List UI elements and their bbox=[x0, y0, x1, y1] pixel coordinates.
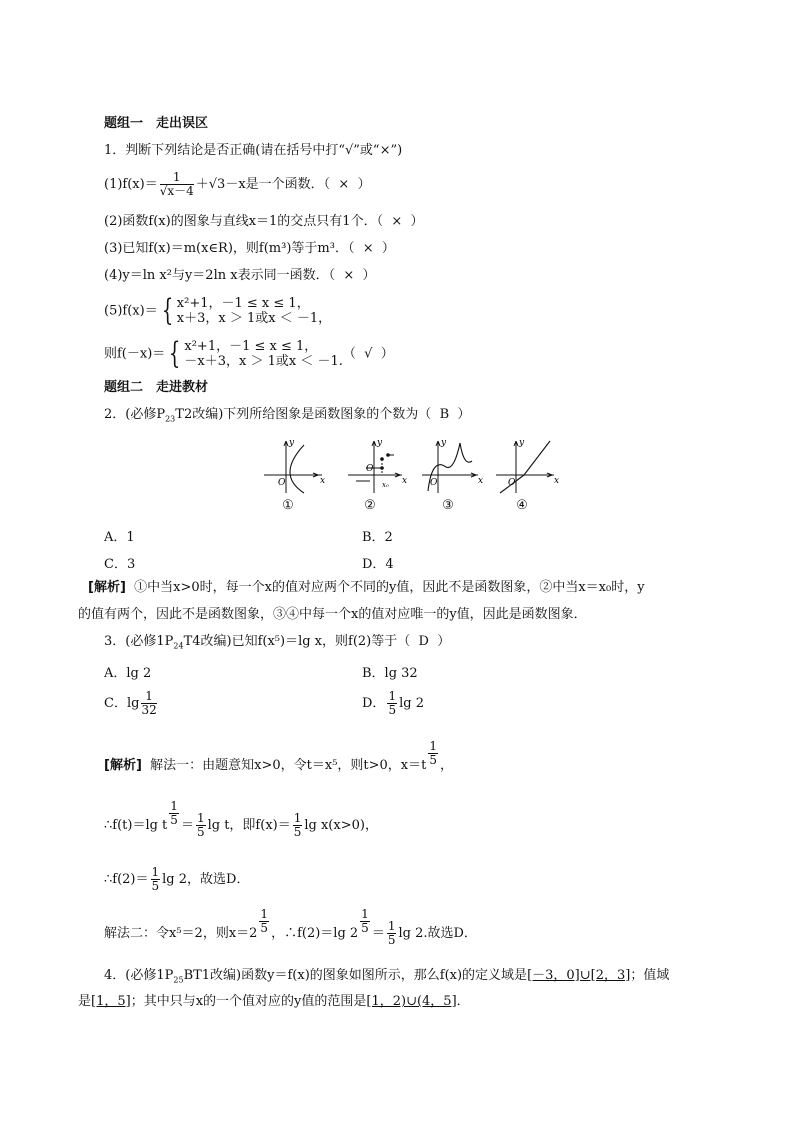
q1-item-2: (2)函数f(x)的图象与直线x＝1的交点只有1个．（ × ） bbox=[104, 214, 424, 229]
q1-item-4: (4)y＝ln x²与y＝2ln x表示同一函数．（ × ） bbox=[104, 268, 376, 283]
origin-label: O bbox=[508, 478, 516, 488]
q3-option-b: B．lg 32 bbox=[362, 666, 418, 681]
graph-label-4: ④ bbox=[516, 498, 528, 513]
answer-mark: × bbox=[362, 241, 374, 256]
q2-analysis-line1: [解析] ①中当x>0时，每一个x的值对应两个不同的y值，因此不是函数图象，②中当x＝x₀时，y bbox=[88, 580, 645, 595]
graph-label-2: ② bbox=[364, 498, 376, 513]
group2-title: 题组二 走进教材 bbox=[104, 380, 209, 395]
x0-label: x₀ bbox=[382, 481, 389, 489]
answer-mark: B bbox=[439, 407, 450, 422]
q4-line2: 是[1，5]；其中只与x的一个值对应的y值的范围是[1，2)∪(4，5]． bbox=[78, 994, 470, 1009]
answer-domain: [－3，0]∪[2，3] bbox=[527, 968, 631, 983]
answer-range: [1，5] bbox=[91, 994, 131, 1009]
q2-option-a: A．1 bbox=[104, 530, 135, 545]
answer-mark: √ bbox=[364, 346, 373, 362]
q4-line1: 4．(必修$1P_{25}BT1$改编)函数y＝f(x)的图象如图所示，那么f(x)的定义域是[－3，0]∪[2，3]；值域 bbox=[104, 968, 670, 985]
axis-x-label: x bbox=[320, 476, 326, 486]
q1-item-6: 则f(－x)＝ { x²+1，－1 ≤ x ≤ 1， －x＋3，x ＞ 1或x ＜ －1. （ √ ） bbox=[104, 336, 394, 371]
piecewise-cases: x²+1，－1 ≤ x ≤ 1， x＋3，x ＞ 1或x ＜ －1， bbox=[176, 296, 332, 326]
q1-item-3: (3)已知f(x)＝m(x∈R)，则f(m³)等于m³．（ × ） bbox=[104, 241, 395, 256]
exponent-fraction: $\frac{1}{5}$ bbox=[429, 739, 438, 767]
q2-option-d: D．4 bbox=[362, 557, 394, 572]
fraction: $\frac{1}{5}$ bbox=[388, 689, 397, 717]
q3-stem: 3．(必修$1P_{24}T4$改编)已知f(x⁵)＝lg x，则f(2)等于（ D ） bbox=[104, 634, 451, 651]
origin-label: O bbox=[366, 464, 374, 474]
graph-3 bbox=[420, 437, 490, 495]
left-brace: { bbox=[169, 336, 181, 371]
graph-4 bbox=[494, 437, 564, 495]
fraction: $\frac{1}{√x-4}$ bbox=[159, 170, 194, 198]
q1-item-1: (1)f(x)＝ $\frac{1}{√x-4}$ ＋√3－x是一个函数．（ × ） bbox=[104, 170, 371, 198]
q3-analysis-method2: 解法二：令x⁵＝2，则x＝2 $\frac{1}{5}$ ，∴f(2)＝lg 2 $\frac{1}{5}$ ＝ $\frac{1}{5}$ lg 2.故选D． bbox=[104, 907, 477, 947]
graph-label-3: ③ bbox=[442, 498, 454, 513]
q3-option-c: C．lg $\frac{1}{32}$ bbox=[104, 689, 157, 717]
origin-label: O bbox=[430, 478, 438, 488]
axis-y-label: y bbox=[289, 438, 295, 448]
graph-label-1: ① bbox=[282, 498, 294, 513]
answer-mark: × bbox=[338, 177, 350, 192]
q1-item-5: (5)f(x)＝ { x²+1，－1 ≤ x ≤ 1， x＋3，x ＞ 1或x ＜ －1， bbox=[104, 293, 332, 328]
q3-analysis-line3: ∴f(2)＝ $\frac{1}{5}$ lg 2，故选D． bbox=[104, 865, 250, 893]
fraction: $\frac{1}{5}$ bbox=[196, 811, 205, 839]
axis-x-label: x bbox=[402, 476, 408, 486]
axis-x-label: x bbox=[478, 476, 484, 486]
q3-analysis-method1: [解析] 解法一：由题意知x>0，令t＝x⁵，则t>0，x＝t $\frac{1}{5}$ ， bbox=[104, 739, 454, 773]
exponent-fraction: $\frac{1}{5}$ bbox=[170, 799, 178, 827]
left-brace: { bbox=[161, 293, 173, 328]
graph-1 bbox=[262, 437, 332, 495]
axis-y-label: y bbox=[441, 438, 447, 448]
fraction: $\frac{1}{5}$ bbox=[387, 919, 396, 947]
axis-x-label: x bbox=[554, 476, 560, 486]
q2-option-c: C．3 bbox=[104, 557, 136, 572]
answer-single-range: [1，2)∪(4，5] bbox=[366, 994, 457, 1009]
exponent-fraction: $\frac{1}{5}$ bbox=[361, 907, 369, 935]
piecewise-cases: x²+1，－1 ≤ x ≤ 1， －x＋3，x ＞ 1或x ＜ －1. bbox=[184, 339, 343, 369]
q3-option-a: A．lg 2 bbox=[104, 666, 152, 681]
q1-stem: 1．判断下列结论是否正确(请在括号中打“√”或“×”) bbox=[104, 143, 403, 158]
answer-mark: × bbox=[343, 268, 355, 283]
q2-option-b: B．2 bbox=[362, 530, 393, 545]
axis-y-label: y bbox=[519, 438, 525, 448]
origin-label: O bbox=[278, 478, 286, 488]
exponent-fraction: $\frac{1}{5}$ bbox=[260, 907, 269, 935]
answer-mark: × bbox=[391, 214, 403, 229]
q3-analysis-line2: ∴f(t)＝lg t $\frac{1}{5}$ ＝ $\frac{1}{5}$ lg t，即f(x)＝ $\frac{1}{5}$ lg x(x>0)， bbox=[104, 799, 378, 839]
fraction: $\frac{1}{32}$ bbox=[141, 689, 157, 717]
axis-y-label: y bbox=[377, 438, 383, 448]
fraction: $\frac{1}{5}$ bbox=[151, 865, 160, 893]
q2-analysis-line2: 的值有两个，因此不是函数图象，③④中每一个x的值对应唯一的y值，因此是函数图象． bbox=[78, 607, 587, 622]
graph-2 bbox=[346, 437, 416, 495]
q2-stem: 2．(必修$P_{23}T2$改编)下列所给图象是函数图象的个数为（ B ） bbox=[104, 407, 471, 424]
fraction: $\frac{1}{5}$ bbox=[293, 811, 302, 839]
q3-option-d: D． $\frac{1}{5}$ lg 2 bbox=[362, 689, 424, 717]
group1-title: 题组一 走出误区 bbox=[104, 116, 209, 131]
answer-mark: D bbox=[418, 634, 429, 649]
